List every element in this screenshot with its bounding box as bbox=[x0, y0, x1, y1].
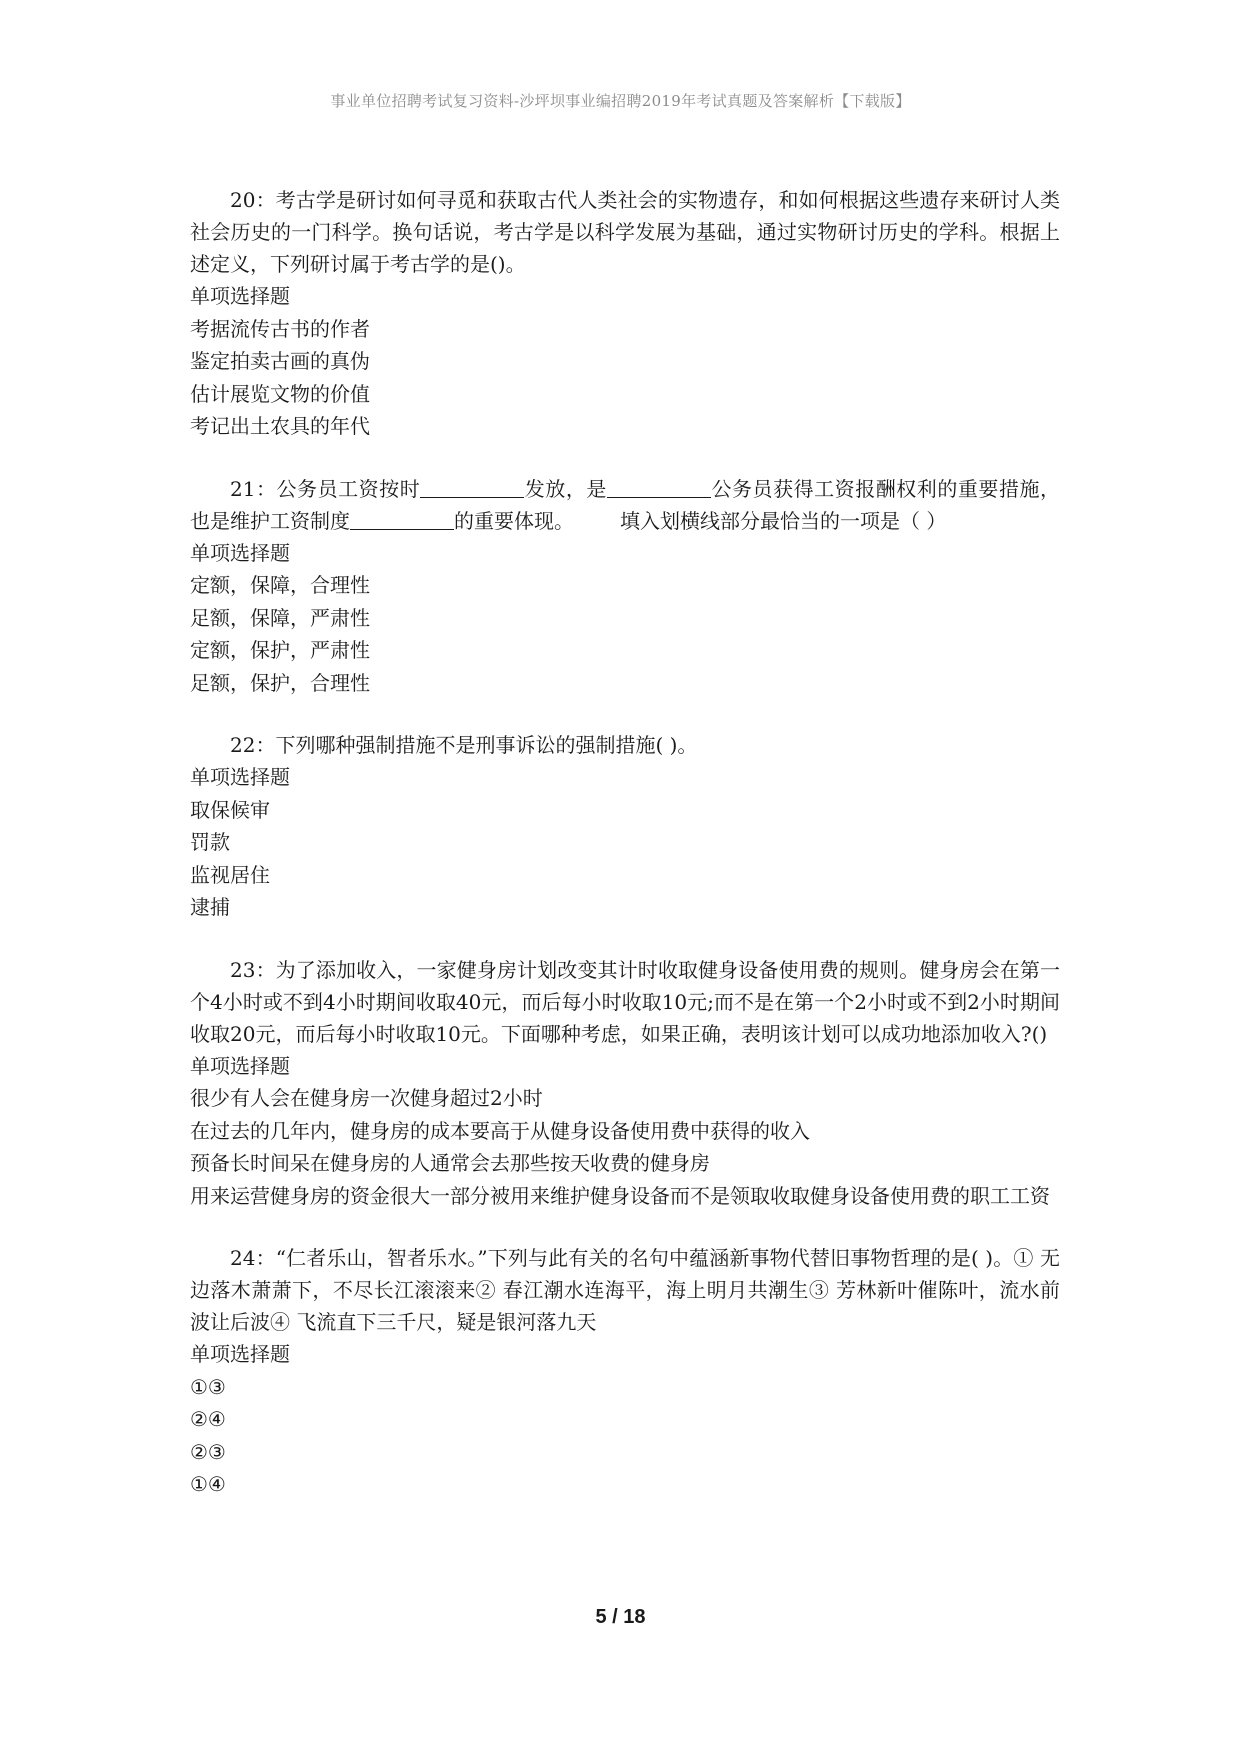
question-21 bbox=[190, 473, 1060, 700]
question-type: 单项选择题 bbox=[190, 765, 290, 789]
document-body bbox=[190, 184, 1060, 1531]
question-stem bbox=[190, 473, 1060, 537]
question-stem: 23：为了添加收入，一家健身房计划改变其计时收取健身设备使用费的规则。健身房会在第一个4小时或不到4小时期间收取40元，而后每小时收取10元;而不是在第一个2小时或不到2小时期间收取20元，而后每小时收取10元。下面哪种考虑，如果正确，表明该计划可以成功地添加收入?() bbox=[190, 957, 1060, 1046]
option-item: ①③ bbox=[190, 1374, 226, 1399]
option-item: ②④ bbox=[190, 1407, 226, 1431]
option-item: 鉴定拍卖古画的真伪 bbox=[190, 349, 370, 373]
option-item: 定额，保护，严肃性 bbox=[190, 638, 370, 662]
option-item: 估计展览文物的价值 bbox=[190, 381, 370, 406]
option-item: 逮捕 bbox=[190, 895, 230, 919]
question-type: 单项选择题 bbox=[190, 284, 290, 308]
option-item: 用来运营健身房的资金很大一部分被用来维护健身设备而不是领取收取健身设备使用费的职工工资 bbox=[190, 1183, 1050, 1208]
fill-blank bbox=[420, 475, 524, 498]
question-type: 单项选择题 bbox=[190, 1053, 290, 1078]
option-item: 在过去的几年内，健身房的成本要高于从健身设备使用费中获得的收入 bbox=[190, 1118, 810, 1143]
stem-part: 公务员获得工资报酬权利的重要措施，也是维护工资制度 bbox=[190, 476, 1061, 533]
question-type: 单项选择题 bbox=[190, 540, 290, 565]
fill-blank bbox=[350, 507, 454, 530]
stem-part: 21：公务员工资按时 bbox=[230, 476, 421, 501]
option-item: 很少有人会在健身房一次健身超过2小时 bbox=[190, 1086, 543, 1110]
question-stem: 24：“仁者乐山，智者乐水。”下列与此有关的名句中蕴涵新事物代替旧事物哲理的是( )。① 无边落木萧萧下，不尽长江滚滚来② 春江潮水连海平，海上明月共潮生③ 芳林新叶催陈叶，流水前波让后波④ 飞流直下三千尺，疑是银河落九天 bbox=[190, 1246, 1060, 1334]
stem-part: 的重要体现。 bbox=[454, 508, 574, 533]
question-24 bbox=[190, 1242, 1060, 1501]
option-item: 罚款 bbox=[190, 830, 230, 854]
option-item: 考记出土农具的年代 bbox=[190, 414, 370, 438]
question-type: 单项选择题 bbox=[190, 1342, 290, 1366]
question-20 bbox=[190, 184, 1060, 443]
option-item: 预备长时间呆在健身房的人通常会去那些按天收费的健身房 bbox=[190, 1151, 710, 1175]
stem-part: 填入划横线部分最恰当的一项是（ ） bbox=[620, 508, 947, 533]
option-item: ②③ bbox=[190, 1439, 226, 1464]
option-item: 足额，保护，合理性 bbox=[190, 670, 370, 695]
question-22 bbox=[190, 729, 1060, 924]
page-number: 5 / 18 bbox=[595, 1606, 646, 1628]
option-item: 定额，保障，合理性 bbox=[190, 573, 370, 597]
page-header: 事业单位招聘考试复习资料-沙坪坝事业编招聘2019年考试真题及答案解析【下载版】 bbox=[330, 92, 911, 110]
question-stem: 20：考古学是研讨如何寻觅和获取古代人类社会的实物遗存，和如何根据这些遗存来研讨人类社会历史的一门科学。换句话说，考古学是以科学发展为基础，通过实物研讨历史的学科。根据上述定义，下列研讨属于考古学的是()。 bbox=[190, 188, 1060, 276]
option-item: 取保候审 bbox=[190, 797, 270, 822]
fill-blank bbox=[607, 475, 711, 498]
question-23 bbox=[190, 954, 1060, 1213]
option-item: ①④ bbox=[190, 1472, 226, 1496]
option-item: 监视居住 bbox=[190, 862, 270, 887]
question-stem: 22：下列哪种强制措施不是刑事诉讼的强制措施( )。 bbox=[230, 733, 698, 757]
option-item: 足额，保障，严肃性 bbox=[190, 605, 370, 630]
option-item: 考据流传古书的作者 bbox=[190, 316, 370, 341]
stem-part: 发放，是 bbox=[524, 476, 607, 501]
